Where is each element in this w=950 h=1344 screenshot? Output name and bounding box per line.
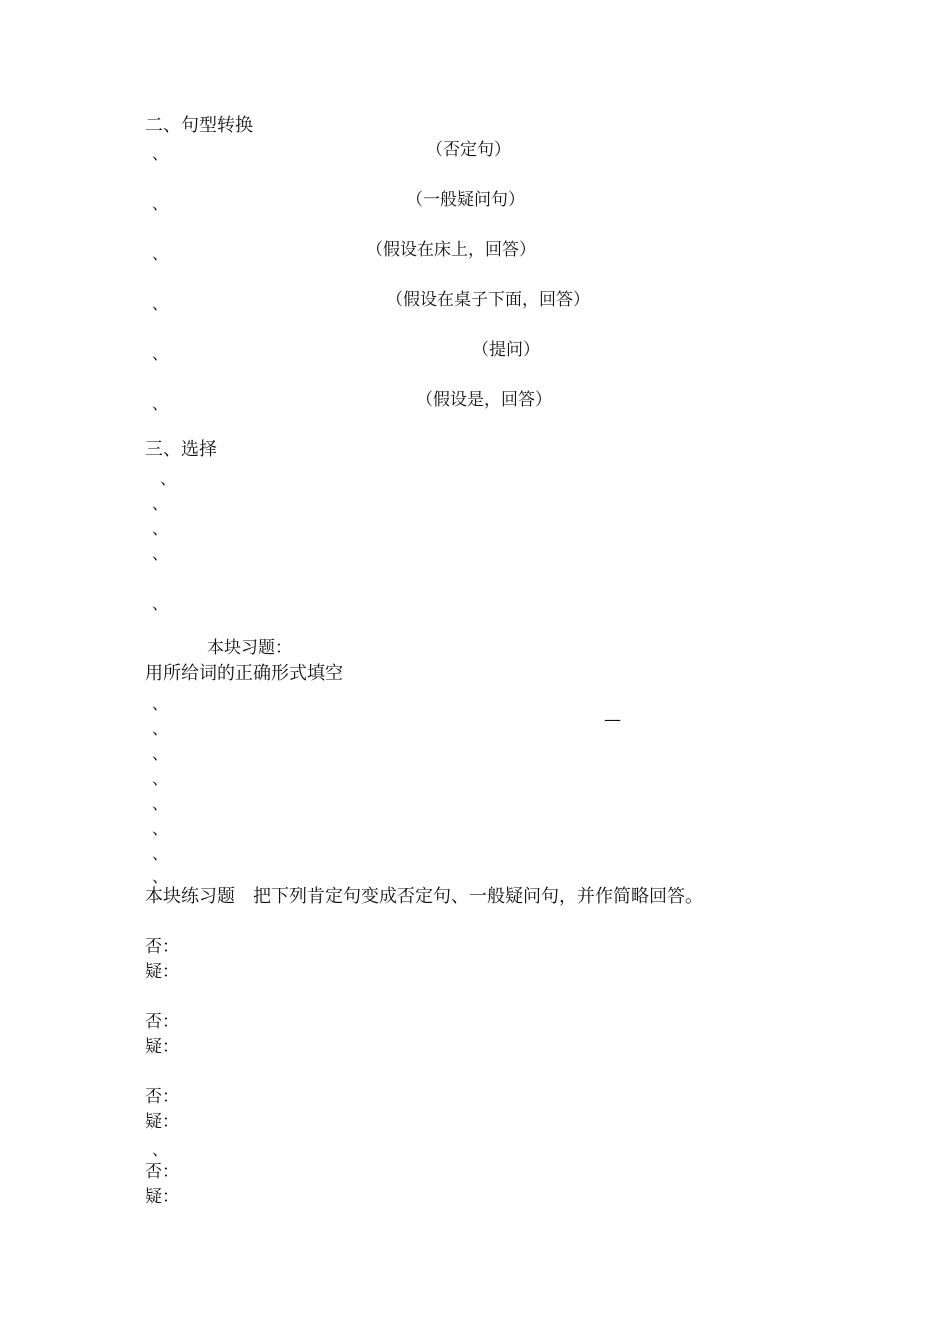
question-label: 疑：	[145, 1112, 179, 1132]
choice-mark: 、	[152, 544, 169, 563]
fill-mark: 、	[152, 794, 169, 813]
hint-general-question: （一般疑问句）	[406, 190, 525, 210]
transform-instruction: 本块练习题 把下列肯定句变成否定句、一般疑问句，并作简略回答。	[145, 886, 703, 907]
exercise-title: 本块习题：	[207, 638, 292, 658]
hint-under-desk: （假设在桌子下面，回答）	[386, 290, 590, 310]
item-mark: 、	[152, 144, 169, 163]
fill-in-instruction: 用所给词的正确形式填空	[145, 663, 343, 684]
fill-mark: 、	[152, 844, 169, 863]
fill-mark: 、	[152, 819, 169, 838]
fill-mark: 、	[152, 744, 169, 763]
negative-label: 否：	[145, 1012, 179, 1032]
question-label: 疑：	[145, 962, 179, 982]
hint-yes-answer: （假设是，回答）	[416, 390, 552, 410]
negative-label: 否：	[145, 937, 179, 957]
choice-mark: 、	[160, 469, 177, 488]
section-2-heading: 二、句型转换	[145, 115, 253, 136]
question-label: 疑：	[145, 1187, 179, 1207]
hint-on-bed: （假设在床上，回答）	[366, 240, 536, 260]
item-mark: 、	[152, 1140, 169, 1159]
item-mark: 、	[152, 294, 169, 313]
item-mark: 、	[152, 194, 169, 213]
item-mark: 、	[152, 394, 169, 413]
fill-mark: 、	[152, 719, 169, 738]
choice-mark: 、	[152, 519, 169, 538]
dash-mark: —	[604, 710, 621, 730]
item-mark: 、	[152, 344, 169, 363]
fill-mark: 、	[152, 867, 169, 886]
item-mark: 、	[152, 244, 169, 263]
section-3-heading: 三、选择	[145, 439, 217, 460]
negative-label: 否：	[145, 1162, 179, 1182]
hint-ask: （提问）	[472, 340, 540, 360]
negative-label: 否：	[145, 1087, 179, 1107]
choice-mark: 、	[152, 494, 169, 513]
fill-mark: 、	[152, 694, 169, 713]
hint-negative: （否定句）	[426, 140, 511, 160]
choice-mark: 、	[152, 594, 169, 613]
fill-mark: 、	[152, 769, 169, 788]
question-label: 疑：	[145, 1037, 179, 1057]
